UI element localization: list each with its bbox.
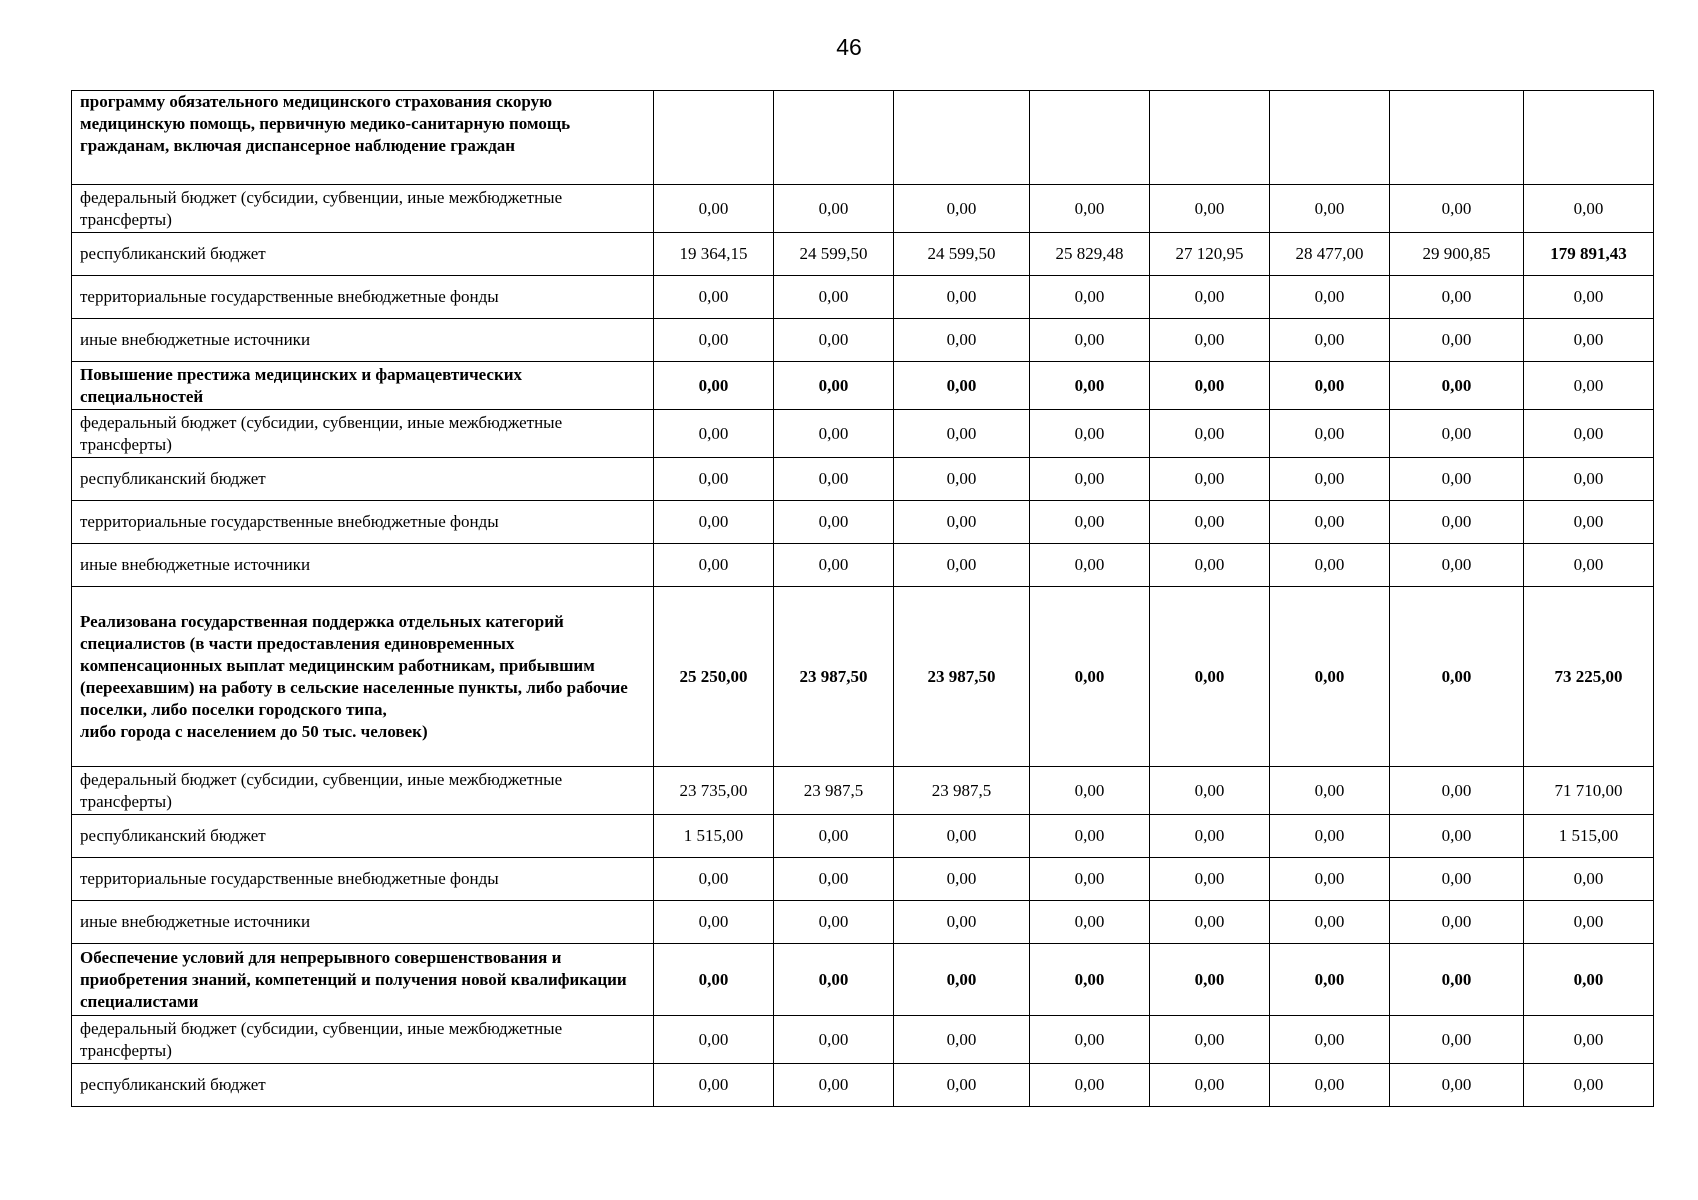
value-cell: 0,00 [1030,410,1150,458]
value-cell: 71 710,00 [1524,767,1654,815]
value-cell: 27 120,95 [1150,233,1270,276]
value-cell: 23 987,5 [774,767,894,815]
row-label: иные внебюджетные источники [72,319,654,362]
value-cell: 0,00 [1150,185,1270,233]
value-cell: 0,00 [774,1064,894,1107]
value-cell: 0,00 [1270,362,1390,410]
value-cell: 0,00 [1524,319,1654,362]
table-row [72,501,1654,544]
table-row [72,587,1654,767]
value-cell: 0,00 [894,1016,1030,1064]
row-label: республиканский бюджет [72,815,654,858]
value-cell: 0,00 [774,1016,894,1064]
value-cell: 23 735,00 [654,767,774,815]
value-cell: 0,00 [654,944,774,1016]
value-cell: 0,00 [1390,319,1524,362]
value-cell: 0,00 [1390,1016,1524,1064]
value-cell: 0,00 [654,185,774,233]
value-cell: 0,00 [1390,501,1524,544]
value-cell: 0,00 [1524,362,1654,410]
value-cell: 23 987,50 [774,587,894,767]
value-cell: 0,00 [1270,587,1390,767]
value-cell: 0,00 [1524,944,1654,1016]
value-cell: 0,00 [1030,944,1150,1016]
value-cell: 29 900,85 [1390,233,1524,276]
value-cell: 0,00 [894,185,1030,233]
page-number: 46 [836,34,862,60]
value-cell: 0,00 [1150,458,1270,501]
value-cell: 0,00 [1390,185,1524,233]
value-cell: 0,00 [774,901,894,944]
table-row [72,544,1654,587]
value-cell: 0,00 [1030,1016,1150,1064]
value-cell: 28 477,00 [1270,233,1390,276]
row-label: республиканский бюджет [72,1064,654,1107]
value-cell: 0,00 [1270,458,1390,501]
row-label: федеральный бюджет (субсидии, субвенции, иные межбюджетные трансферты) [72,1016,654,1064]
table-row [72,767,1654,815]
value-cell: 0,00 [1150,410,1270,458]
row-label: федеральный бюджет (субсидии, субвенции, иные межбюджетные трансферты) [72,410,654,458]
value-cell: 0,00 [1390,410,1524,458]
value-cell: 0,00 [1030,901,1150,944]
value-cell: 0,00 [894,501,1030,544]
value-cell: 0,00 [1150,1064,1270,1107]
value-cell: 0,00 [1030,319,1150,362]
value-cell: 0,00 [1030,767,1150,815]
value-cell: 0,00 [1390,901,1524,944]
value-cell: 0,00 [894,1064,1030,1107]
row-label: федеральный бюджет (субсидии, субвенции, иные межбюджетные трансферты) [72,185,654,233]
value-cell: 0,00 [1270,276,1390,319]
row-label: территориальные государственные внебюджетные фонды [72,858,654,901]
value-cell: 0,00 [894,815,1030,858]
value-cell: 0,00 [1390,458,1524,501]
value-cell: 0,00 [654,319,774,362]
value-cell: 19 364,15 [654,233,774,276]
value-cell: 0,00 [774,362,894,410]
value-cell: 0,00 [774,815,894,858]
row-label: программу обязательного медицинского страхования скорую медицинскую помощь, первичную медико-санитарную помощь гражданам, включая диспансерное наблюдение граждан [72,91,654,185]
value-cell: 1 515,00 [654,815,774,858]
value-cell: 0,00 [1150,276,1270,319]
table-row [72,901,1654,944]
value-cell: 0,00 [1270,858,1390,901]
value-cell: 0,00 [1390,767,1524,815]
table-row [72,185,1654,233]
table-row [72,362,1654,410]
value-cell: 0,00 [1524,858,1654,901]
row-label: территориальные государственные внебюджетные фонды [72,501,654,544]
row-label: Обеспечение условий для непрерывного совершенствования и приобретения знаний, компетенций и получения новой квалификации специалистами [72,944,654,1016]
value-cell: 0,00 [1150,362,1270,410]
value-cell: 0,00 [894,410,1030,458]
value-cell: 0,00 [654,410,774,458]
table-row [72,458,1654,501]
value-cell: 0,00 [1524,544,1654,587]
value-cell: 0,00 [654,276,774,319]
row-label: территориальные государственные внебюджетные фонды [72,276,654,319]
value-cell: 0,00 [894,276,1030,319]
value-cell: 0,00 [1270,1064,1390,1107]
row-label: Повышение престижа медицинских и фармацевтических специальностей [72,362,654,410]
value-cell: 0,00 [1524,1016,1654,1064]
value-cell: 0,00 [1150,944,1270,1016]
value-cell: 0,00 [894,944,1030,1016]
value-cell: 0,00 [1390,858,1524,901]
value-cell: 23 987,5 [894,767,1030,815]
total-cell: 179 891,43 [1524,233,1654,276]
value-cell: 0,00 [654,858,774,901]
value-cell: 0,00 [1524,901,1654,944]
value-cell: 0,00 [1150,544,1270,587]
table-row [72,276,1654,319]
value-cell: 0,00 [894,901,1030,944]
value-cell: 0,00 [774,185,894,233]
value-cell: 0,00 [1270,944,1390,1016]
value-cell: 0,00 [894,458,1030,501]
table-row [72,410,1654,458]
value-cell: 0,00 [654,362,774,410]
value-cell: 0,00 [1524,410,1654,458]
table-row [72,1064,1654,1107]
value-cell: 0,00 [1030,458,1150,501]
value-cell: 0,00 [894,544,1030,587]
value-cell: 0,00 [1270,1016,1390,1064]
value-cell: 0,00 [1390,362,1524,410]
value-cell: 25 250,00 [654,587,774,767]
table-row [72,91,1654,185]
row-label: иные внебюджетные источники [72,901,654,944]
value-cell: 0,00 [1030,815,1150,858]
value-cell: 23 987,50 [894,587,1030,767]
value-cell: 0,00 [894,362,1030,410]
table-row [72,815,1654,858]
value-cell: 0,00 [774,501,894,544]
value-cell: 0,00 [1150,1016,1270,1064]
value-cell: 0,00 [1390,944,1524,1016]
value-cell: 0,00 [1270,767,1390,815]
value-cell: 0,00 [1270,901,1390,944]
value-cell: 0,00 [654,544,774,587]
value-cell: 0,00 [1030,185,1150,233]
value-cell: 0,00 [1030,276,1150,319]
value-cell: 0,00 [1030,544,1150,587]
value-cell: 0,00 [1150,815,1270,858]
value-cell: 0,00 [1390,815,1524,858]
value-cell: 0,00 [774,276,894,319]
value-cell: 0,00 [1030,501,1150,544]
value-cell: 0,00 [1030,362,1150,410]
value-cell: 0,00 [1150,319,1270,362]
value-cell: 0,00 [1390,1064,1524,1107]
value-cell: 0,00 [774,858,894,901]
value-cell: 0,00 [1524,458,1654,501]
value-cell: 0,00 [1270,544,1390,587]
row-label: республиканский бюджет [72,233,654,276]
value-cell: 0,00 [1150,858,1270,901]
table-row [72,1016,1654,1064]
value-cell: 0,00 [1030,858,1150,901]
value-cell: 0,00 [654,1016,774,1064]
value-cell: 0,00 [774,319,894,362]
value-cell: 25 829,48 [1030,233,1150,276]
value-cell: 0,00 [1524,501,1654,544]
table-row [72,944,1654,1016]
value-cell: 0,00 [1524,185,1654,233]
value-cell: 0,00 [1390,587,1524,767]
budget-table [71,90,1654,1107]
total-cell: 73 225,00 [1524,587,1654,767]
value-cell: 0,00 [1150,901,1270,944]
table-row [72,858,1654,901]
table-row [72,319,1654,362]
value-cell: 0,00 [1390,276,1524,319]
value-cell: 0,00 [1390,544,1524,587]
table-row [72,233,1654,276]
value-cell: 0,00 [1270,185,1390,233]
row-label: федеральный бюджет (субсидии, субвенции, иные межбюджетные трансферты) [72,767,654,815]
row-label: Реализована государственная поддержка отдельных категорий специалистов (в части предоставления единовременных компенсационных выплат медицинским работникам, прибывшим (переехавшим) на работу в сельские населенные пункты, либо рабочие поселки, либо поселки городского типа, либо города с населением до 50 тыс. человек) [72,587,654,767]
value-cell: 24 599,50 [774,233,894,276]
value-cell: 0,00 [1150,501,1270,544]
value-cell: 0,00 [1150,587,1270,767]
value-cell: 0,00 [774,544,894,587]
value-cell: 0,00 [1270,319,1390,362]
value-cell: 0,00 [1030,587,1150,767]
value-cell: 24 599,50 [894,233,1030,276]
row-label: республиканский бюджет [72,458,654,501]
value-cell: 0,00 [774,410,894,458]
value-cell: 0,00 [654,458,774,501]
value-cell: 1 515,00 [1524,815,1654,858]
value-cell: 0,00 [894,319,1030,362]
value-cell: 0,00 [894,858,1030,901]
value-cell: 0,00 [774,458,894,501]
value-cell: 0,00 [654,901,774,944]
value-cell: 0,00 [774,944,894,1016]
value-cell: 0,00 [1524,1064,1654,1107]
row-label: иные внебюджетные источники [72,544,654,587]
value-cell: 0,00 [1270,815,1390,858]
value-cell: 0,00 [1270,410,1390,458]
value-cell: 0,00 [1030,1064,1150,1107]
value-cell: 0,00 [1150,767,1270,815]
value-cell: 0,00 [654,501,774,544]
value-cell: 0,00 [1524,276,1654,319]
value-cell: 0,00 [654,1064,774,1107]
value-cell: 0,00 [1270,501,1390,544]
